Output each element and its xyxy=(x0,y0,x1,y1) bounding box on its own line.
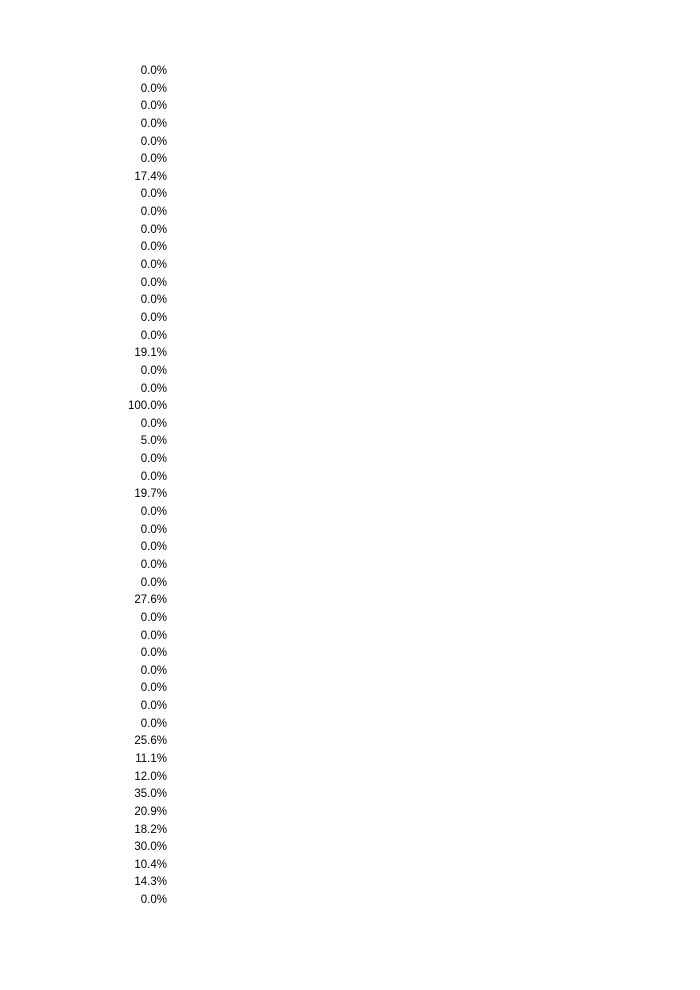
percent-cell: 0.0% xyxy=(140,329,167,342)
percent-cell: 0.0% xyxy=(140,576,167,589)
percent-cell: 0.0% xyxy=(140,364,167,377)
percent-cell: 0.0% xyxy=(140,558,167,571)
percent-cell: 0.0% xyxy=(140,117,167,130)
percent-cell: 0.0% xyxy=(140,470,167,483)
percent-cell: 0.0% xyxy=(140,682,167,695)
percent-cell: 0.0% xyxy=(140,717,167,730)
percent-cell: 0.0% xyxy=(140,241,167,254)
percent-cell: 0.0% xyxy=(140,417,167,430)
percent-cell: 27.6% xyxy=(134,594,167,607)
percent-cell: 0.0% xyxy=(140,523,167,536)
percent-cell: 0.0% xyxy=(140,100,167,113)
percent-cell: 11.1% xyxy=(135,752,167,765)
percent-cell: 25.6% xyxy=(134,735,167,748)
percent-cell: 0.0% xyxy=(140,82,167,95)
percent-cell: 0.0% xyxy=(140,153,167,166)
percent-cell: 19.1% xyxy=(134,347,167,360)
percent-cell: 0.0% xyxy=(140,629,167,642)
percent-cell: 0.0% xyxy=(140,700,167,713)
percent-cell: 12.0% xyxy=(134,770,167,783)
percent-cell: 0.0% xyxy=(140,453,167,466)
percent-cell: 10.4% xyxy=(134,858,167,871)
percent-cell: 0.0% xyxy=(140,506,167,519)
percent-cell: 0.0% xyxy=(140,259,167,272)
percent-cell: 0.0% xyxy=(140,206,167,219)
percent-cell: 17.4% xyxy=(134,170,167,183)
percent-cell: 18.2% xyxy=(134,823,167,836)
percent-cell: 0.0% xyxy=(140,135,167,148)
percent-cell: 0.0% xyxy=(140,188,167,201)
percent-cell: 0.0% xyxy=(140,541,167,554)
percent-column xyxy=(100,63,167,910)
percent-cell: 5.0% xyxy=(140,435,167,448)
percent-cell: 0.0% xyxy=(140,276,167,289)
percent-cell: 20.9% xyxy=(134,805,167,818)
percent-cell: 0.0% xyxy=(140,294,167,307)
percent-cell: 0.0% xyxy=(140,894,167,907)
percent-cell: 0.0% xyxy=(140,65,167,77)
percent-cell: 0.0% xyxy=(140,664,167,677)
percent-cell: 0.0% xyxy=(140,223,167,236)
percent-cell: 30.0% xyxy=(134,841,167,854)
percent-cell: 19.7% xyxy=(134,488,167,501)
percent-cell: 100.0% xyxy=(127,400,167,413)
percent-cell: 0.0% xyxy=(140,611,167,624)
percent-cell: 0.0% xyxy=(140,647,167,660)
percent-cell: 14.3% xyxy=(134,876,167,889)
percent-cell: 35.0% xyxy=(134,788,167,801)
percent-cell: 0.0% xyxy=(140,311,167,324)
percent-cell: 0.0% xyxy=(140,382,167,395)
